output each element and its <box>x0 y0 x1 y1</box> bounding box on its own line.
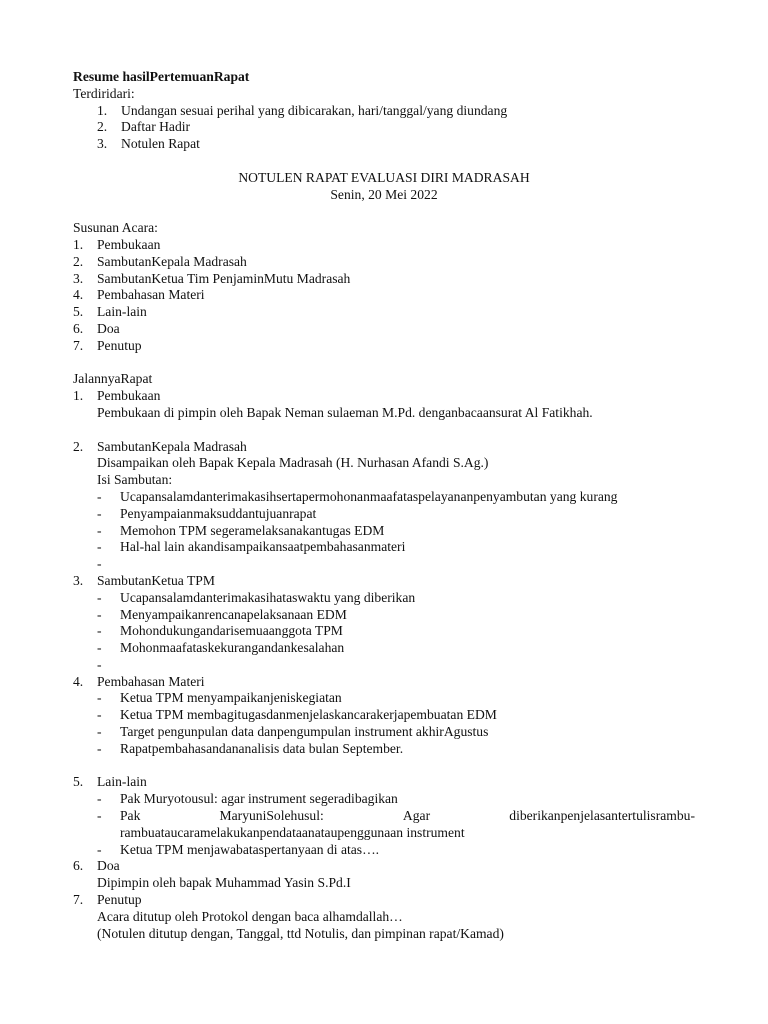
agenda-item: 3. SambutanKetua Tim PenjaminMutu Madrasah <box>73 270 351 286</box>
proceeding-text: Pembukaan di pimpin oleh Bapak Neman sulaeman M.Pd. denganbacaansurat Al Fatikhah. <box>97 404 593 420</box>
agenda-item: 1. Pembukaan <box>73 236 161 252</box>
bullet-item: - Rapatpembahasandananalisis data bulan September. <box>97 740 404 756</box>
proceeding-heading: 7. Penutup <box>73 892 142 908</box>
proceeding-text: Disampaikan oleh Bapak Kepala Madrasah (H. Nurhasan Afandi S.Ag.) <box>97 455 489 471</box>
section-heading: NOTULEN RAPAT EVALUASI DIRI MADRASAH <box>238 169 530 185</box>
trailing-dash: - <box>97 556 102 572</box>
bullet-item: - Penyampaianmaksuddantujuanrapat <box>97 505 317 521</box>
bullet-continuation: rambuataucaramelakukanpendataanataupenggunaan instrument <box>120 824 465 840</box>
list-item: 1. Undangan sesuai perihal yang dibicarakan, hari/tanggal/yang diundang <box>97 102 508 118</box>
list-item: 2. Daftar Hadir <box>97 119 191 135</box>
proceeding-heading: 1. Pembukaan <box>73 388 161 404</box>
trailing-dash: - <box>97 656 102 672</box>
agenda-item: 7. Penutup <box>73 337 142 353</box>
bullet-item: - Ucapansalamdanterimakasihsertapermohonanmaafataspelayananpenyambutan yang kurang <box>97 488 618 504</box>
bullet-item: - Mohonmaafataskekurangandankesalahan <box>97 640 345 656</box>
proceedings-label: JalannyaRapat <box>73 371 153 387</box>
proceeding-heading: 5. Lain-lain <box>73 774 147 790</box>
document-title: Resume hasilPertemuanRapat <box>73 69 250 84</box>
bullet-item: - Ketua TPM menjawabataspertanyaan di atas…. <box>97 841 380 857</box>
document-content <box>73 69 695 942</box>
proceeding-text: Dipimpin oleh bapak Muhammad Yasin S.Pd.I <box>97 875 351 891</box>
agenda-item: 5. Lain-lain <box>73 304 147 320</box>
bullet-item: - Ucapansalamdanterimakasihataswaktu yang diberikan <box>97 589 416 605</box>
bullet-item: - Target pengunpulan data danpengumpulan instrument akhirAgustus <box>97 724 489 740</box>
meeting-date: Senin, 20 Mei 2022 <box>330 186 438 202</box>
bullet-item: - Ketua TPM membagitugasdanmenjelaskancarakerjapembuatan EDM <box>97 707 497 723</box>
agenda-item: 6. Doa <box>73 320 120 336</box>
proceeding-text: Acara ditutup oleh Protokol dengan baca alhamdallah… <box>97 908 403 924</box>
bullet-item: - Pak MaryuniSolehusul: Agar diberikanpenjelasantertulisrambu- <box>97 808 695 824</box>
bullet-item: - Pak Muryotousul: agar instrument segeradibagikan <box>97 791 398 807</box>
proceeding-heading: 6. Doa <box>73 858 120 874</box>
proceeding-text: Isi Sambutan: <box>97 472 173 488</box>
proceeding-heading: 2. SambutanKepala Madrasah <box>73 438 247 454</box>
bullet-item: - Memohon TPM segeramelaksanakantugas EDM <box>97 522 385 538</box>
agenda-label: Susunan Acara: <box>73 220 158 236</box>
proceeding-heading: 4. Pembahasan Materi <box>73 673 205 689</box>
agenda-item: 4. Pembahasan Materi <box>73 287 205 303</box>
bullet-item: - Menyampaikanrencanapelaksanaan EDM <box>97 606 347 622</box>
bullet-item: - Ketua TPM menyampaikanjeniskegiatan <box>97 690 342 706</box>
bullet-item: - Hal-hal lain akandisampaikansaatpembahasanmateri <box>97 539 406 555</box>
list-item: 3. Notulen Rapat <box>97 136 200 152</box>
proceeding-text: (Notulen ditutup dengan, Tanggal, ttd Notulis, dan pimpinan rapat/Kamad) <box>97 925 504 941</box>
agenda-item: 2. SambutanKepala Madrasah <box>73 253 247 269</box>
proceeding-heading: 3. SambutanKetua TPM <box>73 572 215 588</box>
intro-label: Terdiridari: <box>73 85 135 101</box>
bullet-item: - Mohondukungandarisemuaanggota TPM <box>97 623 343 639</box>
